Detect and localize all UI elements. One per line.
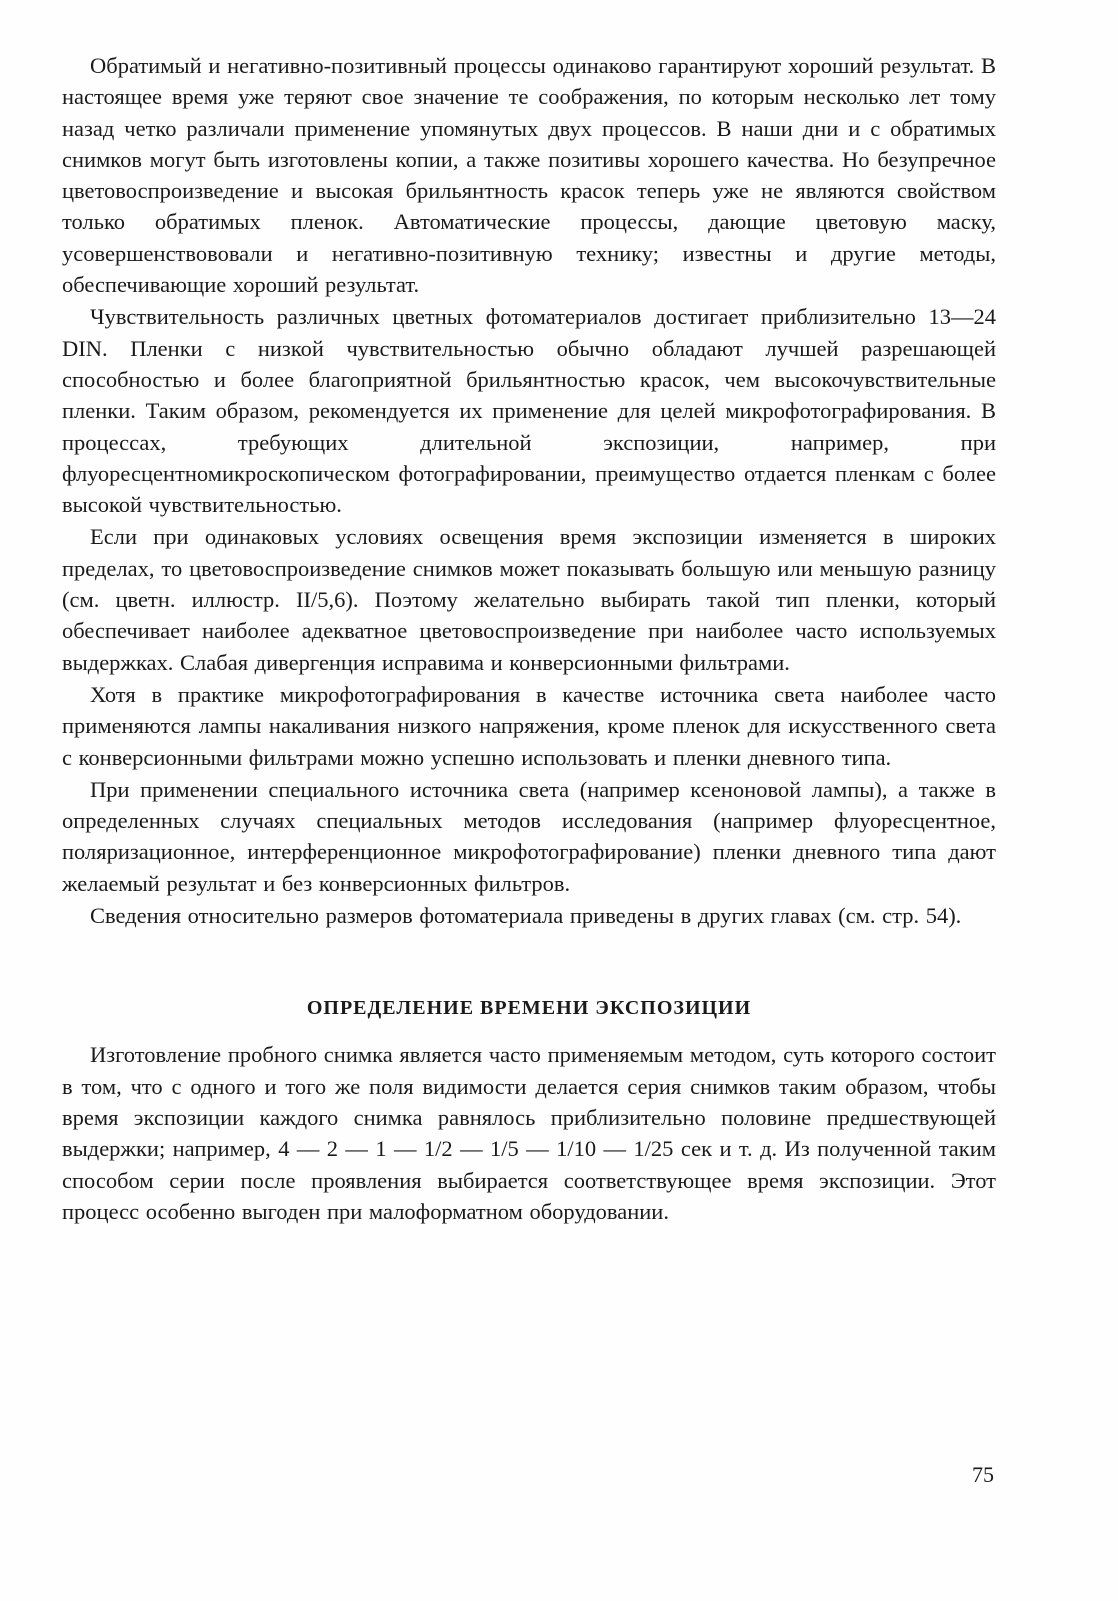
paragraph-light-sources: Хотя в практике микрофотографирования в качестве источника света наиболее часто применяются лампы накаливания низкого напряжения, кроме пленок для искусственного света с конверсионными фильтрами можно успешно использовать и пленки дневного типа.: [62, 681, 996, 770]
page-number: 75: [972, 1462, 994, 1487]
paragraph-test-exposure: Изготовление пробного снимка является часто применяемым методом, суть которого состоит в том, что с одного и того же поля видимости делается серия снимков таким образом, чтобы время экспозиции каждого снимка равнялось приблизительно половине предшествующей выдержки; например, 4 — 2 — 1 — 1/2 — 1/5 — 1/10 — 1/25 сек и т. д. Из полученной таким способом серии после проявления выбирается соответствующее время экспозиции. Этот процесс особенно выгоден при малоформатном оборудовании.: [62, 1042, 996, 1224]
paragraph-film-sensitivity: Чувствительность различных цветных фотоматериалов достигает приблизительно 13—24 DIN. Пленки с низкой чувствительностью обычно обладают лучшей разрешающей способностью и более благоприятной брильянтностью красок, чем высокочувствительные пленки. Таким образом, рекомендуется их применение для целей микрофотографирования. В процессах, требующих длительной экспозиции, например, при флуоресцентномикроскопическом фотографировании, преимущество отдается пленкам с более высокой чувствительностью.: [62, 304, 996, 518]
paragraph-reversal-negative-processes: Обратимый и негативно-позитивный процессы одинаково гарантируют хороший результат. В настоящее время уже теряют свое значение те соображения, по которым несколько лет тому назад четко различали применение упомянутых двух процессов. В наши дни и с обратимых снимков могут быть изготовлены копии, а также позитивы хорошего качества. Но безупречное цветовоспроизведение и высокая брильянтность красок теперь уже не являются свойством только обратимых пленок. Автоматические процессы, дающие цветовую маску, усовершенствововали и негативно-позитивную технику; известны и другие методы, обеспечивающие хороший результат.: [62, 53, 996, 298]
paragraph-special-methods: При применении специального источника света (например ксеноновой лампы), а также в определенных случаях специальных методов исследования (например флуоресцентное, поляризационное, интерференционное микрофотографирование) пленки дневного типа дают желаемый результат и без конверсионных фильтров.: [62, 776, 996, 896]
section-title: ОПРЕДЕЛЕНИЕ ВРЕМЕНИ ЭКСПОЗИЦИИ: [306, 997, 752, 1020]
text-column: [62, 50, 996, 1227]
paragraph-material-sizes: Сведения относительно размеров фотоматериала приведены в других главах (см. стр. 54).: [90, 903, 962, 929]
paragraph-exposure-color-reproduction: Если при одинаковых условиях освещения время экспозиции изменяется в широких пределах, то цветовоспроизведение снимков может показывать большую или меньшую разницу (см. цветн. иллюстр. II/5,6). Поэтому желательно выбирать такой тип пленки, который обеспечивает наиболее адекватное цветовоспроизведение при наиболее часто используемых выдержках. Слабая дивергенция исправима и конверсионными фильтрами.: [62, 524, 996, 675]
